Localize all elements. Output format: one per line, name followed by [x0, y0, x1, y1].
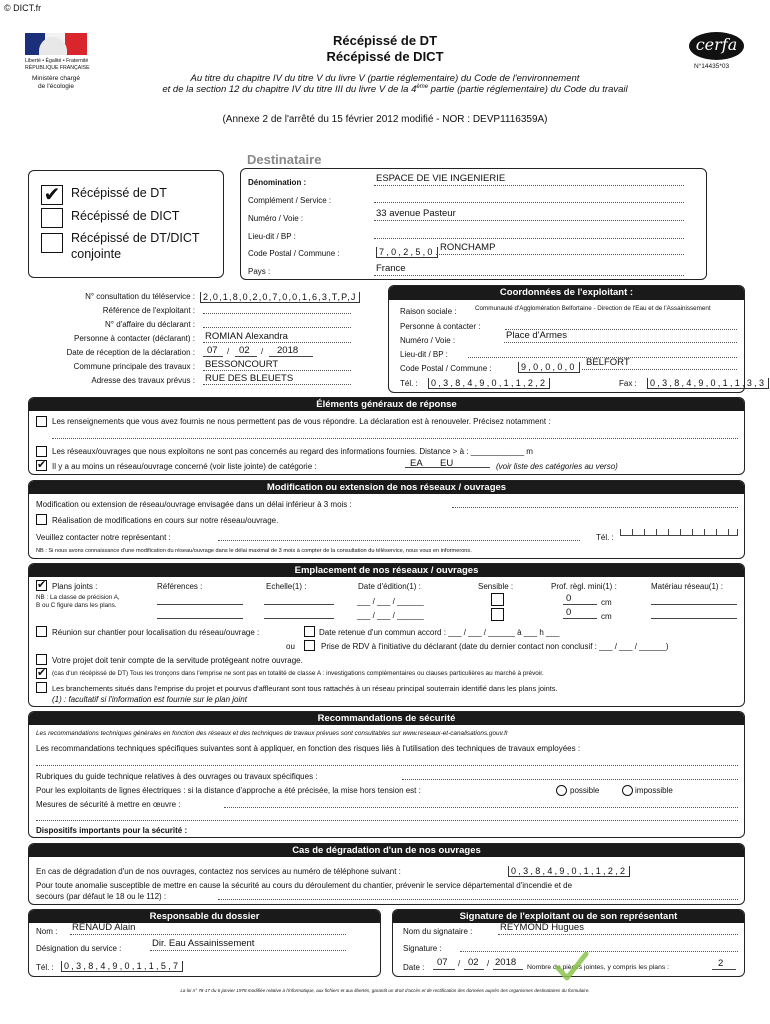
signature-heading: Signature de l'exploitant ou de son représentant [393, 910, 744, 923]
recommandations-specifiques-field[interactable] [36, 756, 738, 766]
title-dt: Récépissé de DT [332, 33, 438, 48]
green-check-icon [554, 950, 590, 984]
exploitant-contact-field[interactable] [505, 320, 737, 330]
date-retenue-label: Date retenue d'un commun accord : ___ / ___ / ______ à ___ h ___ [319, 628, 560, 637]
mesures-field-1[interactable] [224, 798, 738, 808]
checkbox-recepisse-dt[interactable]: ✔ [41, 185, 63, 205]
label-recepisse-conjointe-2: conjointe [71, 247, 122, 261]
denomination-label: Dénomination : [248, 178, 307, 187]
lieudit-field[interactable] [374, 229, 684, 239]
responsable-service-line [150, 941, 346, 951]
elements-heading: Éléments généraux de réponse [29, 398, 744, 411]
responsable-tel-value: 0,3,8,4,9,0,1,1,5,7 [61, 961, 183, 972]
exploitant-cp-label: Code Postal / Commune : [400, 364, 492, 373]
recommandations-line2: Les recommandations techniques spécifiques suivantes sont à appliquer, en fonction des risques liés à l'utilisation des techniques de travaux employées : [36, 744, 581, 753]
rubriques-field[interactable] [402, 770, 738, 780]
checkbox-non-concernes[interactable] [36, 446, 47, 457]
annexe-reference: (Annexe 2 de l'arrêté du 15 février 2012 modifié - NOR : DEVP1116359A) [222, 114, 548, 125]
date-edition-field-2[interactable]: ___ / ___ / ______ [357, 611, 424, 620]
checkbox-reseau-concerne[interactable]: ✔ [37, 459, 47, 471]
elements-line3-note: (voir liste des catégories au verso) [496, 462, 618, 471]
signature-date-day: 07 [437, 957, 448, 968]
prof-value-2[interactable]: 0 [566, 607, 572, 618]
categorie-line [405, 467, 490, 468]
modification-heading: Modification ou extension de nos réseaux / ouvrages [29, 481, 744, 494]
checkbox-plans-joints[interactable]: ✔ [37, 579, 47, 591]
categorie-1[interactable]: EA [410, 458, 423, 469]
checkbox-sensible-2[interactable] [491, 608, 504, 621]
exploitant-contact-label: Personne à contacter : [400, 322, 481, 331]
checkbox-sensible-1[interactable] [491, 593, 504, 606]
signature-date-year: 2018 [495, 957, 517, 968]
exploitant-tel-label: Tél. : [400, 379, 418, 388]
echelle-field-2[interactable] [264, 618, 334, 619]
logo-republic: RÉPUBLIQUE FRANÇAISE [25, 65, 90, 71]
exploitant-fax-value: 0,3,8,4,9,0,1,1,3,3 [647, 378, 769, 389]
cp-label: Code Postal / Commune : [248, 249, 340, 258]
modification-line1: Modification ou extension de réseau/ouvrage envisagée dans un délai inférieur à 3 mois : [36, 500, 352, 509]
recommandations-line1: Les recommandations techniques générales en fonction des réseaux et des techniques de travaux prévues sont consultables sur www.reseaux-et-canalisations.gouv.fr [36, 730, 508, 737]
exploitant-voie-label: Numéro / Voie : [400, 336, 456, 345]
pieces-jointes-line [712, 969, 736, 970]
exploitant-voie-line [504, 333, 737, 343]
commune-travaux-label: Commune principale des travaux : [73, 362, 195, 371]
contact-declarant-line [203, 333, 351, 343]
checkbox-modifications-en-cours[interactable] [36, 514, 47, 525]
numero-voie-value[interactable]: 33 avenue Pasteur [376, 208, 456, 219]
signature-date-month: 02 [468, 957, 479, 968]
cerfa-logo-text: cerfa [695, 35, 738, 54]
recommandations-line5: Mesures de sécurité à mettre en œuvre : [36, 800, 181, 809]
checkbox-cas-dt[interactable]: ✔ [37, 667, 47, 679]
materiau-field-2[interactable] [651, 618, 737, 619]
complement-field[interactable] [374, 193, 684, 203]
materiau-label: Matériau réseau(1) : [651, 582, 724, 591]
mesures-field-2[interactable] [36, 811, 738, 821]
checkbox-recepisse-dict[interactable] [41, 208, 63, 228]
prof-line-1 [563, 604, 597, 605]
modification-tel-label: Tél. : [596, 533, 614, 542]
exploitant-tel-value: 0,3,8,4,9,0,1,1,2,2 [428, 378, 550, 389]
pays-line [374, 266, 684, 276]
degradation-line1: En cas de dégradation d'un de nos ouvrages, contactez nos services au numéro de téléphone suivant : [36, 867, 401, 876]
ref-exploitant-label: Référence de l'exploitant : [102, 306, 195, 315]
plans-joints-label: Plans joints : [52, 582, 98, 591]
logo-motto: Liberté • Égalité • Fraternité [25, 58, 89, 64]
recommandations-line4: Pour les exploitants de lignes électriques : si la distance d'approche a été précisée, la mise hors tension est : [36, 786, 421, 795]
raison-sociale-label: Raison sociale : [400, 307, 457, 316]
exploitant-fax-label: Fax : [619, 379, 637, 388]
elements-line3: Il y a au moins un réseau/ouvrage concerné (voir liste jointe) de catégorie : [52, 462, 317, 471]
date-edition-field-1[interactable]: ___ / ___ / ______ [357, 597, 424, 606]
adresse-travaux-label: Adresse des travaux prévus : [91, 376, 195, 385]
raison-sociale-value[interactable]: Communauté d'Agglomération Belfortaine - Direction de l'Eau et de l'Assainissement [475, 305, 711, 312]
pieces-jointes-value[interactable]: 2 [718, 958, 724, 969]
signataire-line [498, 925, 738, 935]
subtitle-line1: Au titre du chapitre IV du titre V du livre V (partie réglementaire) du Code de l'environnement [190, 73, 580, 84]
commune-value[interactable]: RONCHAMP [440, 242, 496, 253]
responsable-service-label: Désignation du service : [36, 944, 122, 953]
recommandations-line3: Rubriques du guide technique relatives à des ouvrages ou travaux spécifiques : [36, 772, 318, 781]
impossible-label: impossible [635, 786, 673, 795]
responsable-tel-field[interactable] [61, 956, 183, 974]
responsable-nom-label: Nom : [36, 927, 58, 936]
radio-impossible[interactable] [622, 785, 633, 796]
degradation-line3: secours (par défaut le 18 ou le 112) : [36, 892, 167, 901]
signataire-label: Nom du signataire : [403, 927, 473, 936]
references-label: Références : [157, 582, 203, 591]
degradation-line2: Pour toute anomalie susceptible de mettre en cause la sécurité au cours du déroulement du chantier, prévenir le service départemental d'incendie et de [36, 881, 573, 890]
complement-label: Complément / Service : [248, 196, 332, 205]
signataire-value[interactable]: REYMOND Hugues [500, 922, 584, 933]
subtitle-line2 [0, 84, 770, 95]
modification-nb: NB : Si nous avons connaissance d'une modification du réseau/ouvrage dans le délai maximal de 3 mois à compter de la consultation du téléservice, nous vous en informerons. [36, 548, 472, 554]
label-recepisse-conjointe-1: Récépissé de DT/DICT [71, 231, 200, 245]
recommandations-line6: Dispositifs importants pour la sécurité : [36, 826, 188, 835]
checkbox-recepisse-conjointe[interactable] [41, 233, 63, 253]
elements-precisions-field[interactable] [52, 429, 738, 439]
destinataire-heading: Destinataire [247, 152, 322, 167]
date-reception-month: 02 [239, 345, 250, 356]
affaire-label: N° d'affaire du déclarant : [105, 320, 195, 329]
watermark-text: © DICT.fr [4, 3, 42, 13]
cerfa-number: N°14435*03 [694, 63, 730, 70]
subtitle-sup: ème [416, 84, 429, 90]
exploitant-tel-field[interactable] [428, 373, 550, 391]
categorie-2[interactable]: EU [440, 458, 454, 469]
checkbox-renseignements[interactable] [36, 416, 47, 427]
commune-line [436, 245, 684, 255]
servitude-label: Votre projet doit tenir compte de la servitude protégeant notre ouvrage. [52, 656, 303, 665]
prof-label: Prof. règl. mini(1) : [551, 582, 617, 591]
date-reception-year: 2018 [277, 345, 299, 356]
cerfa-logo [689, 32, 744, 60]
pays-value[interactable]: France [376, 263, 406, 274]
prof-unit-1: cm [601, 598, 612, 607]
possible-label: possible [570, 786, 600, 795]
consultation-field[interactable] [200, 287, 360, 305]
label-recepisse-dt: Récépissé de DT [71, 186, 167, 200]
prise-rdv-label: Prise de RDV à l'initiative du déclarant (date du dernier contact non conclusif : ___ / ___ / ______) [321, 642, 669, 651]
date-reception-label: Date de réception de la déclaration : [66, 348, 195, 357]
subtitle-line2-part2: partie (partie réglementaire) du Code du travail [428, 84, 628, 96]
precision-note: NB : La classe de précision A, B ou C figure dans les plans. [36, 594, 120, 609]
pays-label: Pays : [248, 267, 271, 276]
lieudit-label: Lieu-dit / BP : [248, 232, 296, 241]
contact-declarant-value[interactable]: ROMIAN Alexandra [205, 331, 288, 342]
ministry-line2: de l'écologie [38, 83, 74, 90]
adresse-travaux-value[interactable]: RUE DES BLEUETS [205, 373, 294, 384]
reunion-label: Réunion sur chantier pour localisation du réseau/ouvrage : [52, 628, 260, 637]
modification-tel-field[interactable] [620, 528, 738, 536]
signature-date-label: Date : [403, 963, 425, 972]
commune-travaux-value[interactable]: BESSONCOURT [205, 359, 279, 370]
ou-label: ou [286, 642, 295, 651]
label-recepisse-dict: Récépissé de DICT [71, 209, 180, 223]
pieces-jointes-label: Nombre de pièces jointes, y compris les plans : [527, 964, 670, 971]
footer-legal: La loi n° 78-17 du 6 janvier 1978 modifiée relative à l'informatique, aux fichiers et aux libertés, garantit un droit d'accès et de rectification des données auprès des organismes destinataires du formulaire. [180, 988, 590, 993]
reference-field-1[interactable] [157, 604, 243, 605]
checkbox-branchements[interactable] [36, 682, 47, 693]
emplacement-heading: Emplacement de nos réseaux / ouvrages [29, 564, 744, 577]
cp-value: 7,0,2,5,0 [376, 247, 438, 258]
exploitant-commune-line [582, 360, 737, 370]
exploitant-cp-value: 9,0,0,0,0 [518, 362, 580, 373]
exploitant-voie-value[interactable]: Place d'Armes [506, 330, 567, 341]
checkbox-servitude[interactable] [36, 654, 47, 665]
numero-voie-line [374, 211, 684, 221]
exploitant-lieudit-label: Lieu-dit / BP : [400, 350, 448, 359]
denomination-value[interactable]: ESPACE DE VIE INGENIERIE [376, 173, 506, 184]
checkbox-prise-rdv[interactable] [304, 640, 315, 651]
responsable-nom-value[interactable]: RENAUD Alain [72, 922, 136, 933]
checkbox-date-retenue[interactable] [304, 626, 315, 637]
modification-field[interactable] [452, 498, 738, 508]
contact-declarant-label: Personne à contacter (déclarant) : [74, 334, 195, 343]
echelle-label: Echelle(1) : [266, 582, 307, 591]
reference-field-2[interactable] [157, 618, 243, 619]
modification-line3: Veuillez contacter notre représentant : [36, 533, 171, 542]
prof-line-2 [563, 618, 597, 619]
signature-field[interactable] [460, 942, 738, 952]
cas-dt-label: (cas d'un récépissé de DT) Tous les tronçons dans l'emprise ne sont pas en totalité de classe A : investigations complémentaires ou clauses particulières au marché à prévoir. [52, 670, 544, 677]
modification-line2: Réalisation de modifications en cours sur notre réseau/ouvrage. [52, 516, 279, 525]
signature-label: Signature : [403, 944, 442, 953]
representant-field[interactable] [218, 531, 580, 541]
exploitant-heading: Coordonnées de l'exploitant : [389, 286, 744, 300]
elements-line2: Les réseaux/ouvrages que nous exploitons ne sont pas concernés au regard des informations fournies. Distance > à : ____________ m [52, 447, 533, 456]
responsable-heading: Responsable du dossier [29, 910, 380, 923]
denomination-line [374, 176, 684, 186]
radio-possible[interactable] [556, 785, 567, 796]
consultation-value: 2,0,1,8,0,2,0,7,0,0,1,6,3,T,P,J [200, 292, 360, 303]
materiau-field-1[interactable] [651, 604, 737, 605]
title-dict: Récépissé de DICT [326, 49, 444, 64]
echelle-field-1[interactable] [264, 604, 334, 605]
recommandations-heading: Recommandations de sécurité [29, 712, 744, 725]
responsable-service-value[interactable]: Dir. Eau Assainissement [152, 938, 255, 949]
exploitant-commune-value[interactable]: BELFORT [586, 357, 630, 368]
secours-field[interactable] [218, 890, 738, 900]
date-edition-label: Date d'édition(1) : [358, 582, 421, 591]
degradation-tel-value: 0,3,8,4,9,0,1,1,2,2 [508, 866, 630, 877]
branchements-label: Les branchements situés dans l'emprise du projet et pourvus d'affleurant sont tous rattachés à un réseau principal souterrain identifié dans les plans joints. [52, 684, 558, 693]
commune-travaux-line [203, 361, 351, 371]
prof-unit-2: cm [601, 612, 612, 621]
elements-line1: Les renseignements que vous avez fournis ne nous permettent pas de vous répondre. La déclaration est à renouveler. Précisez notamment : [52, 417, 551, 426]
emplacement-footnote: (1) : facultatif si l'information est fournie sur le plan joint [52, 695, 247, 704]
degradation-tel-field[interactable] [508, 861, 630, 879]
prof-value-1[interactable]: 0 [566, 593, 572, 604]
responsable-tel-label: Tél. : [36, 963, 54, 972]
responsable-nom-line [70, 925, 346, 935]
subtitle-line2-part1: et de la section 12 du chapitre IV du titre III du livre V de la 4 [162, 84, 417, 96]
adresse-travaux-line [203, 375, 351, 385]
degradation-heading: Cas de dégradation d'un de nos ouvrages [29, 844, 744, 857]
cp-field[interactable] [376, 242, 438, 260]
affaire-field[interactable] [203, 318, 351, 328]
ref-exploitant-field[interactable] [203, 304, 351, 314]
ministry-line1: Ministère chargé [31, 75, 81, 82]
date-reception-day: 07 [207, 345, 218, 356]
numero-voie-label: Numéro / Voie : [248, 214, 304, 223]
consultation-label: N° consultation du téléservice : [85, 292, 195, 301]
sensible-label: Sensible : [478, 582, 514, 591]
checkbox-reunion-chantier[interactable] [36, 626, 47, 637]
exploitant-fax-field[interactable] [647, 373, 769, 391]
